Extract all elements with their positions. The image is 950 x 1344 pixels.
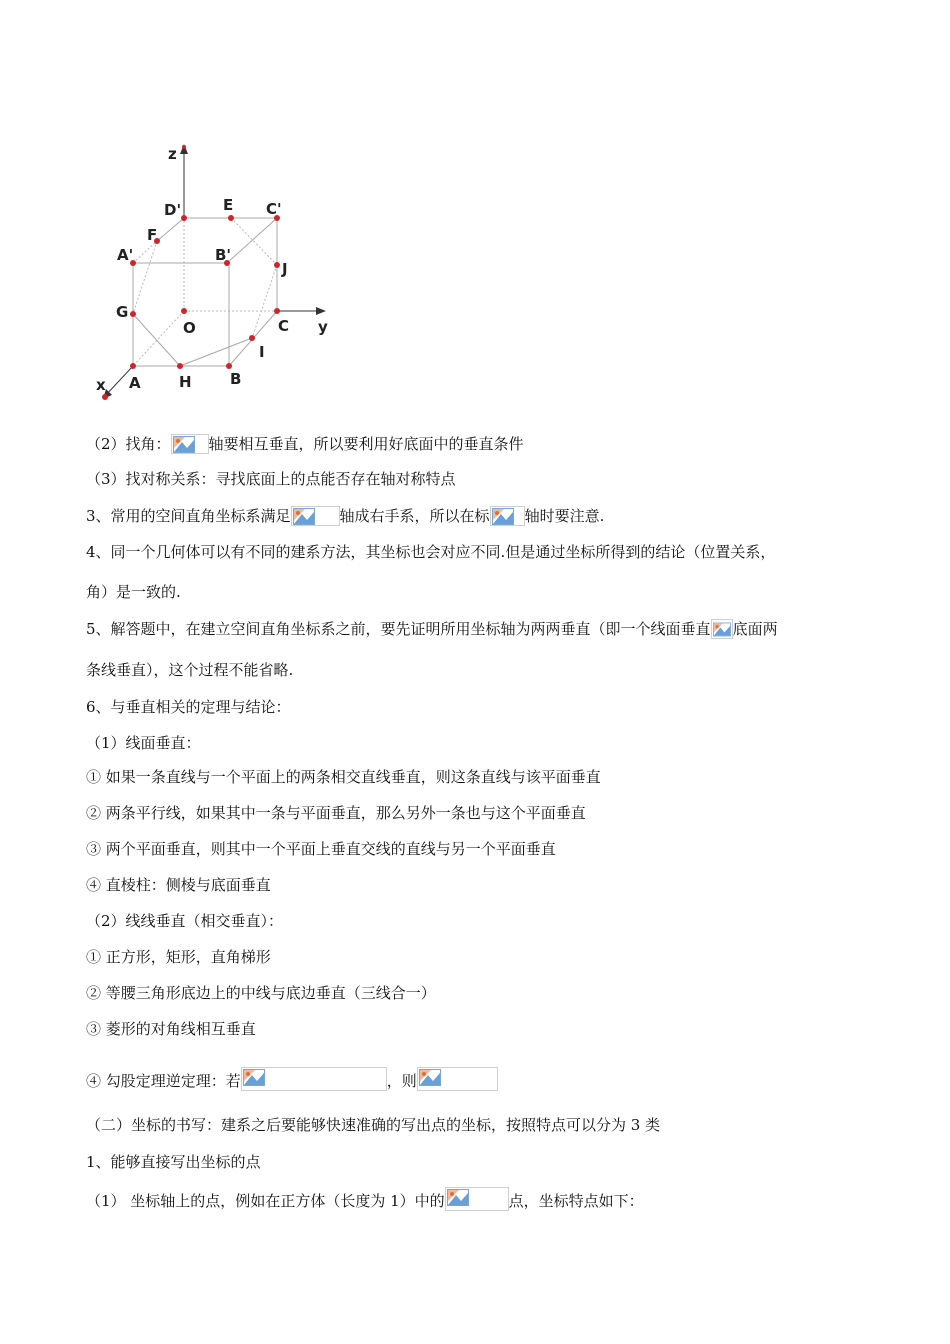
line-text: （1） 坐标轴上的点，例如在正方体（长度为 1）中的: [86, 1192, 445, 1210]
text-line: [86, 506, 604, 526]
point-O: [181, 308, 187, 314]
label-F: F: [147, 226, 158, 244]
label-C: C: [278, 317, 290, 335]
text-line: [86, 582, 181, 602]
axes: [105, 148, 322, 396]
line-text: 角）是一致的.: [86, 583, 181, 601]
text-line: [86, 697, 291, 717]
line-text: （2）找角：: [86, 435, 171, 453]
line-text: 轴成右手系，所以在标: [339, 507, 490, 525]
missing-image-icon: [171, 434, 209, 454]
text-line: [86, 619, 778, 639]
missing-image-icon: [291, 506, 340, 526]
text-line: [86, 1187, 644, 1211]
label-Cp: C': [266, 200, 282, 218]
line-text: 点，坐标特点如下：: [508, 1192, 644, 1210]
point-x: [102, 394, 108, 400]
line-text: （二）坐标的书写：建系之后要能够快速准确的写出点的坐标，按照特点可以分为 3 类: [86, 1116, 661, 1134]
text-line: [86, 434, 524, 454]
point-Dp: [181, 215, 187, 221]
label-B: B: [230, 370, 242, 388]
label-I: I: [259, 343, 265, 361]
missing-image-icon: [241, 1067, 387, 1091]
text-line: [86, 1115, 660, 1135]
label-H: H: [179, 373, 192, 391]
label-E: E: [223, 196, 234, 214]
line-text: 3、常用的空间直角坐标系满足: [86, 507, 291, 525]
label-Ap: A': [117, 246, 134, 264]
line-text: 6、与垂直相关的定理与结论：: [86, 698, 291, 716]
line-text: ① 如果一条直线与一个平面上的两条相交直线垂直，则这条直线与该平面垂直: [86, 768, 601, 786]
text-line: [86, 947, 271, 967]
label-O: O: [183, 319, 196, 337]
line-text: （2）线线垂直（相交垂直）：: [86, 912, 284, 930]
line-text: ④ 勾股定理逆定理：若: [86, 1072, 241, 1090]
line-text: 4、同一个几何体可以有不同的建系方法，其坐标也会对应不同.但是通过坐标所得到的结论（位置关系，: [86, 543, 776, 561]
text-line: [86, 1152, 261, 1172]
label-y: y: [318, 318, 328, 336]
line-text: ② 等腰三角形底边上的中线与底边垂直（三线合一）: [86, 984, 436, 1002]
line-text: ② 两条平行线，如果其中一条与平面垂直，那么另外一条也与这个平面垂直: [86, 804, 586, 822]
label-G: G: [116, 303, 129, 321]
point-E: [228, 215, 234, 221]
line-text: （3）找对称关系：寻找底面上的点能否存在轴对称特点: [86, 470, 456, 488]
point-z: [182, 145, 186, 149]
text-line: [86, 767, 601, 787]
label-Bp: B': [215, 246, 232, 264]
text-line: [86, 1067, 498, 1091]
text-line: [86, 1019, 256, 1039]
line-text: ① 正方形，矩形，直角梯形: [86, 948, 271, 966]
point-G: [130, 311, 136, 317]
text-line: [86, 733, 201, 753]
label-A: A: [129, 374, 141, 392]
line-text: 轴要相互垂直，所以要利用好底面中的垂直条件: [208, 435, 524, 453]
line-text: （1）线面垂直：: [86, 734, 201, 752]
line-text: 条线垂直），这个过程不能省略.: [86, 661, 294, 679]
missing-image-icon: [711, 619, 733, 639]
text-line: [86, 911, 283, 931]
point-B: [226, 363, 232, 369]
line-text: ，则: [386, 1072, 417, 1090]
line-text: 底面两: [732, 620, 778, 638]
line-text: ④ 直棱柱：侧棱与底面垂直: [86, 876, 271, 894]
line-text: ③ 两个平面垂直，则其中一个平面上垂直交线的直线与另一个平面垂直: [86, 840, 556, 858]
text-line: [86, 469, 456, 489]
label-z: z: [168, 145, 177, 163]
text-line: [86, 839, 556, 859]
line-text: 轴时要注意.: [524, 507, 605, 525]
missing-image-icon: [445, 1187, 509, 1211]
line-text: 5、解答题中，在建立空间直角坐标系之前，要先证明所用坐标轴为两两垂直（即一个线面垂直: [86, 620, 711, 638]
axis-arrows: [103, 144, 326, 399]
point-H: [177, 363, 183, 369]
y-arrow-icon: [316, 307, 326, 315]
point-A: [130, 363, 136, 369]
point-J: [274, 262, 280, 268]
cube-coordinate-figure: [80, 130, 340, 410]
missing-image-icon: [417, 1067, 498, 1091]
text-line: [86, 660, 293, 680]
point-C: [274, 308, 280, 314]
point-I: [249, 335, 255, 341]
line-text: 1、能够直接写出坐标的点: [86, 1153, 261, 1171]
label-x: x: [96, 376, 106, 394]
line-text: ③ 菱形的对角线相互垂直: [86, 1020, 256, 1038]
text-line: [86, 542, 775, 562]
label-J: J: [282, 260, 288, 278]
missing-image-icon: [490, 506, 525, 526]
label-Dp: D': [164, 201, 182, 219]
text-line: [86, 803, 586, 823]
text-line: [86, 983, 436, 1003]
text-line: [86, 875, 271, 895]
